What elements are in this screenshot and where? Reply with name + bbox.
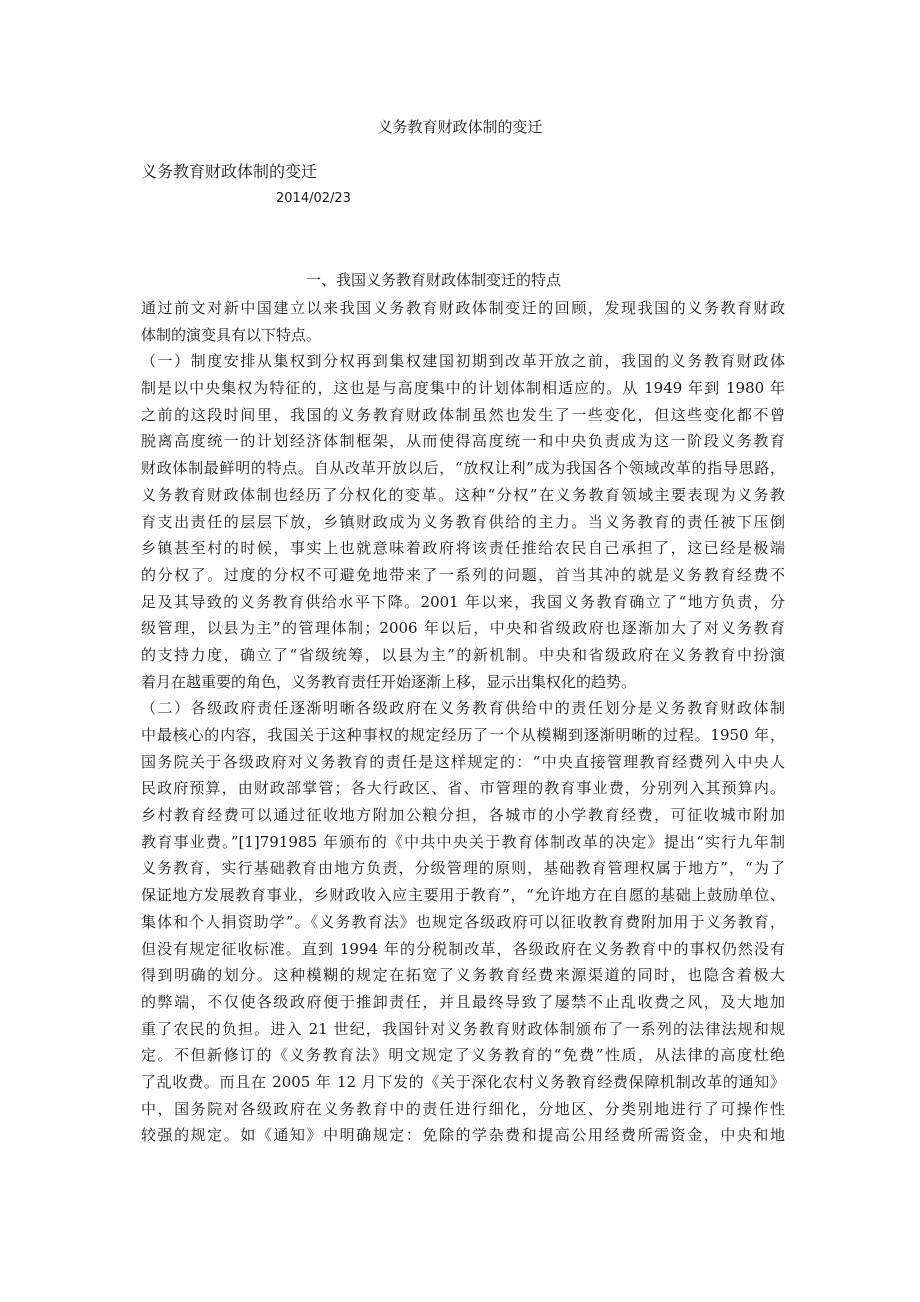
body-line: 通过前文对新中国建立以来我国义务教育财政体制变迁的回顾，发现我国的义务教育财政 [141,299,785,317]
document-date: 2014/02/23 [276,191,351,206]
body-line: 足及其导致的义务教育供给水平下降。2001 年以来，我国义务教育确立了“地方负责，分 [141,592,785,611]
body-line: 的支持力度，确立了“省级统筹，以县为主”的新机制。中央和省级政府在义务教育中扮演 [141,645,785,664]
body-line: 重了农民的负担。进入 21 世纪，我国针对义务教育财政体制颁布了一系列的法律法规和规 [141,1019,785,1038]
body-line: 了乱收费。而且在 2005 年 12 月下发的《关于深化农村义务教育经费保障机制改革的通知》 [141,1072,785,1091]
body-line: （一）制度安排从集权到分权再到集权建国初期到改革开放之前，我国的义务教育财政体 [141,352,785,371]
body-line: 义务教育，实行基础教育由地方负责，分级管理的原则，基础教育管理权属于地方”，“为了 [141,859,785,878]
body-line: 中最核心的内容，我国关于这种事权的规定经历了一个从模糊到逐渐明晰的过程。1950 年， [141,726,785,744]
body-line: 的弊端，不仅使各级政府便于推卸责任，并且最终导致了屡禁不止乱收费之风，及大地加 [141,992,785,1011]
body-line: 国务院关于各级政府对义务教育的责任是这样规定的：“中央直接管理教育经费列入中央人 [141,752,785,771]
body-line: 着月在越重要的角色，义务教育责任开始逐渐上移，显示出集权化的趋势。 [141,672,637,691]
body-line: 脱离高度统一的计划经济体制框架，从而使得高度统一和中央负责成为这一阶段义务教育 [141,432,785,451]
body-line: 中，国务院对各级政府在义务教育中的责任进行细化，分地区、分类别地进行了可操作性 [141,1099,785,1118]
body-line: 乡镇甚至村的时候，事实上也就意味着政府将该责任推给农民自己承担了，这已经是极端 [141,539,785,558]
body-line: （二）各级政府责任逐渐明晰各级政府在义务教育供给中的责任划分是义务教育财政体制 [141,699,785,718]
body-line: 制是以中央集权为特征的，这也是与高度集中的计划体制相适应的。从 1949 年到 1980 年 [141,379,785,398]
body-line: 的分权了。过度的分权不可避免地带来了一系列的问题，首当其冲的就是义务教育经费不 [141,565,785,584]
body-line: 但没有规定征收标准。直到 1994 年的分税制改革，各级政府在义务教育中的事权仍然没有 [141,939,785,958]
body-line: 民政府预算，由财政部掌管；各大行政区、省、市管理的教育事业费，分别列入其预算内。 [141,779,785,798]
body-line: 级管理，以县为主”的管理体制；2006 年以后，中央和省级政府也逐渐加大了对义务教育 [141,619,785,638]
section-heading: 一、我国义务教育财政体制变迁的特点 [306,271,562,289]
body-line: 体制的演变具有以下特点。 [141,325,322,344]
body-line: 财政体制最鲜明的特点。自从改革开放以后，“放权让利”成为我国各个领域改革的指导思路， [141,459,785,478]
body-text [141,295,785,1149]
body-line: 教育事业费。”[1]791985 年颁布的《中共中央关于教育体制改革的决定》提出“实行九年制 [141,832,785,851]
body-line: 育支出责任的层层下放，乡镇财政成为义务教育供给的主力。当义务教育的责任被下压倒 [141,512,785,531]
body-line: 之前的这段时间里，我国的义务教育财政体制虽然也发生了一些变化，但这些变化都不曾 [141,405,785,424]
body-line: 得到明确的划分。这种模糊的规定在拓宽了义务教育经费来源渠道的同时，也隐含着极大 [141,966,785,985]
document-title: 义务教育财政体制的变迁 [377,118,543,136]
body-line: 义务教育财政体制也经历了分权化的变革。这种“分权”在义务教育领域主要表现为义务教 [141,485,785,504]
document-subtitle: 义务教育财政体制的变迁 [141,162,318,181]
body-line: 保证地方发展教育事业，乡财政收入应主要用于教育”，“允许地方在自愿的基础上鼓励单位、 [141,886,785,905]
body-line: 定。不但新修订的《义务教育法》明文规定了义务教育的“免费”性质，从法律的高度杜绝 [141,1046,785,1065]
body-line: 乡村教育经费可以通过征收地方附加公粮分担，各城市的小学教育经费，可征收城市附加 [141,806,785,825]
body-line: 集体和个人捐资助学”。《义务教育法》也规定各级政府可以征收教育费附加用于义务教育， [141,912,785,931]
body-line: 较强的规定。如《通知》中明确规定：免除的学杂费和提高公用经费所需资金，中央和地 [141,1126,785,1145]
